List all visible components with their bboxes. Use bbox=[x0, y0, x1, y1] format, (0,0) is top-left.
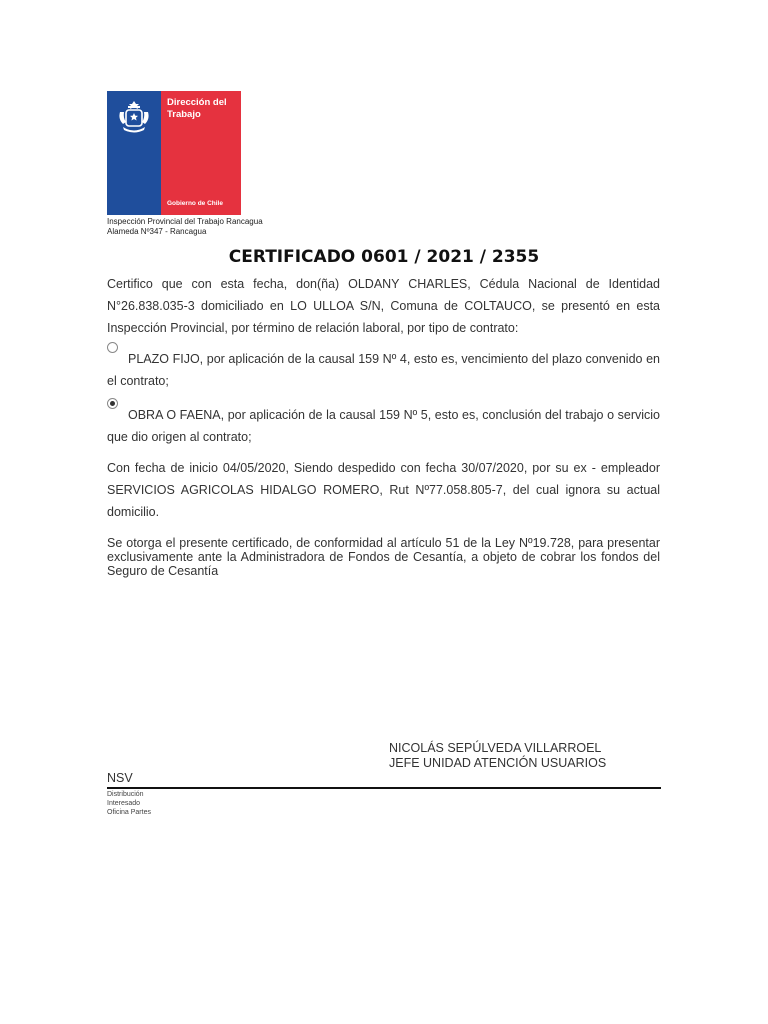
signatory-role: JEFE UNIDAD ATENCIÓN USUARIOS bbox=[389, 756, 607, 770]
distribution-item: Oficina Partes bbox=[107, 809, 151, 816]
signature-block bbox=[389, 741, 606, 771]
logo-red-panel bbox=[161, 91, 241, 215]
logo-blue-panel bbox=[107, 91, 161, 215]
initials: NSV bbox=[107, 771, 133, 785]
option-obra-faena bbox=[107, 404, 660, 448]
distribution-item: Interesado bbox=[107, 800, 141, 807]
office-name: Inspección Provincial del Trabajo Rancagua bbox=[107, 217, 263, 226]
coat-of-arms-icon bbox=[115, 97, 153, 139]
logo-footer: Gobierno de Chile bbox=[167, 200, 223, 207]
distribution-heading: Distribución bbox=[107, 791, 144, 798]
logo-title bbox=[167, 97, 227, 121]
certificate-title: CERTIFICADO 0601 / 2021 / 2355 bbox=[228, 247, 540, 267]
radio-checked-icon bbox=[107, 398, 118, 409]
option-plazo-fijo-text: PLAZO FIJO, por aplicación de la causal 159 Nº 4, esto es, vencimiento del plazo convenido en el contrato; bbox=[107, 352, 660, 388]
option-obra-faena-text: OBRA O FAENA, por aplicación de la causal 159 Nº 5, esto es, conclusión del trabajo o servicio que dio origen al contrato; bbox=[107, 408, 660, 444]
logo-title-line2: Trabajo bbox=[167, 109, 201, 120]
divider bbox=[107, 787, 661, 789]
distribution-list bbox=[107, 790, 151, 817]
signatory-name: NICOLÁS SEPÚLVEDA VILLARROEL bbox=[389, 741, 602, 755]
option-plazo-fijo bbox=[107, 348, 660, 392]
purpose-paragraph: Se otorga el presente certificado, de conformidad al artículo 51 de la Ley Nº19.728, para presentar exclusivamente ante la Administradora de Fondos de Cesantía, a objeto de cobrar los fondos del Seguro de Cesantía bbox=[107, 536, 660, 578]
office-address bbox=[107, 217, 263, 237]
direccion-del-trabajo-logo bbox=[107, 91, 241, 215]
logo-title-line1: Dirección del bbox=[167, 97, 227, 108]
radio-unchecked-icon bbox=[107, 342, 118, 353]
office-street: Alameda Nº347 - Rancagua bbox=[107, 227, 207, 236]
dates-paragraph: Con fecha de inicio 04/05/2020, Siendo despedido con fecha 30/07/2020, por su ex - empleador SERVICIOS AGRICOLAS HIDALGO ROMERO, Rut Nº77.058.805-7, del cual ignora su actual domicilio. bbox=[107, 461, 660, 519]
intro-paragraph: Certifico que con esta fecha, don(ña) OLDANY CHARLES, Cédula Nacional de Identidad N°26.838.035-3 domiciliado en LO ULLOA S/N, Comuna de COLTAUCO, se presentó en esta Inspección Provincial, por término de relación laboral, por tipo de contrato: bbox=[107, 277, 660, 335]
